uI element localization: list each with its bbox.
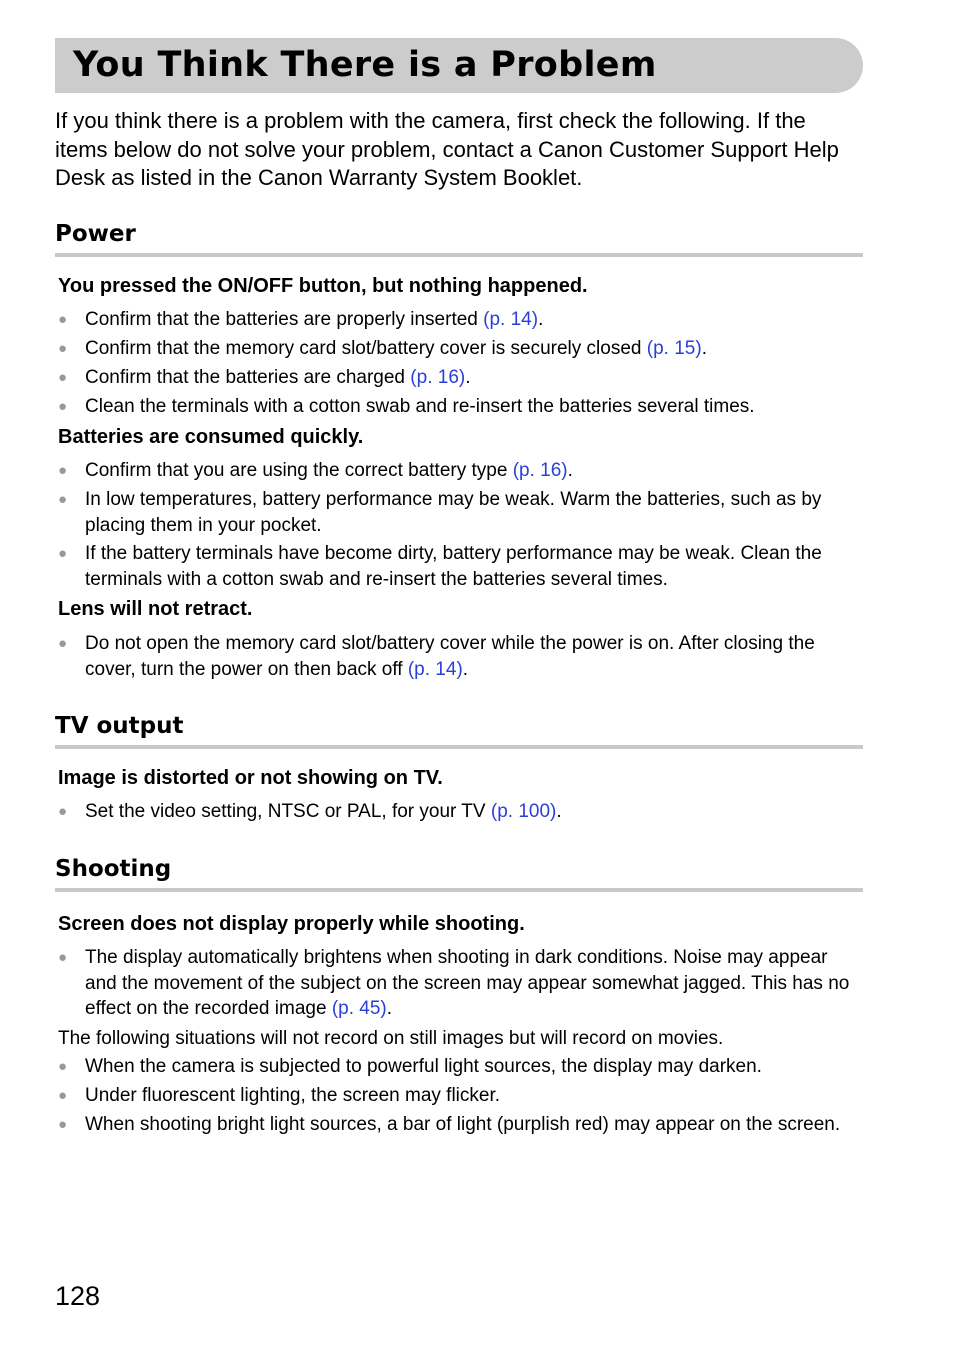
problem-heading: Lens will not retract. (58, 598, 253, 620)
bullet-icon: ● (58, 949, 68, 966)
list-item: ● Clean the terminals with a cotton swab and re-insert the batteries several times. (58, 394, 858, 420)
list-item: ● When the camera is subjected to powerful light sources, the display may darken. (58, 1054, 858, 1080)
problem-heading: Batteries are consumed quickly. (58, 426, 364, 448)
problem-heading: Image is distorted or not showing on TV. (58, 767, 443, 789)
page-title: You Think There is a Problem (73, 45, 657, 85)
list-item: ● Confirm that the batteries are properly inserted (p. 14). (58, 307, 858, 333)
list-item: ● The display automatically brightens when shooting in dark conditions. Noise may appear and the movement of the subject on the screen may appear somewhat jagged. This has no effect on the recorded image (p. 45). (58, 947, 850, 1019)
bullet-icon: ● (58, 369, 68, 386)
bullet-icon: ● (58, 803, 68, 820)
bullet-icon: ● (58, 635, 68, 652)
page-title-bar (55, 38, 863, 93)
section-divider (55, 253, 863, 257)
page-ref-link[interactable]: (p. 100) (490, 801, 557, 822)
list-item: ● If the battery terminals have become dirty, battery performance may be weak. Clean the terminals with a cotton swab and re-insert the batteries several times. (58, 543, 822, 590)
page-ref-link[interactable]: (p. 16) (410, 367, 466, 388)
list-item: ● Under fluorescent lighting, the screen may flicker. (58, 1083, 858, 1109)
intro-paragraph: If you think there is a problem with the camera, first check the following. If the items below do not solve your problem, contact a Canon Customer Support Help Desk as listed in the Canon Warranty System Booklet. (55, 108, 839, 190)
list-item: ● Confirm that you are using the correct battery type (p. 16). (58, 458, 858, 484)
bullet-icon: ● (58, 311, 68, 328)
bullet-icon: ● (58, 1116, 68, 1133)
bullet-icon: ● (58, 398, 68, 415)
bullet-icon: ● (58, 491, 68, 508)
bullet-icon: ● (58, 1087, 68, 1104)
section-divider (55, 888, 863, 892)
page-number: 128 (55, 1281, 101, 1311)
page-ref-link[interactable]: (p. 16) (512, 460, 568, 481)
page-ref-link[interactable]: (p. 14) (407, 658, 463, 680)
section-title-tv-output: TV output (55, 713, 184, 739)
list-item: ● Confirm that the batteries are charged (p. 16). (58, 365, 858, 391)
problem-heading: Screen does not display properly while shooting. (58, 913, 525, 935)
list-item: ● Do not open the memory card slot/battery cover while the power is on. After closing the cover, turn the power on then back off (p. 14). (58, 633, 815, 680)
section-divider (55, 745, 863, 749)
list-item: ● Confirm that the memory card slot/battery cover is securely closed (p. 15). (58, 336, 858, 362)
list-item: ● When shooting bright light sources, a bar of light (purplish red) may appear on the screen. (58, 1112, 858, 1138)
list-item: ● Set the video setting, NTSC or PAL, for your TV (p. 100). (58, 799, 858, 825)
page-ref-link[interactable]: (p. 14) (483, 309, 539, 330)
bullet-icon: ● (58, 462, 68, 479)
page-ref-link[interactable]: (p. 15) (646, 338, 702, 359)
bullet-icon: ● (58, 340, 68, 357)
list-item: ● In low temperatures, battery performance may be weak. Warm the batteries, such as by placing them in your pocket. (58, 489, 822, 536)
page-ref-link[interactable]: (p. 45) (331, 998, 387, 1019)
section-title-power: Power (55, 221, 136, 247)
bullet-icon: ● (58, 1058, 68, 1075)
problem-heading: You pressed the ON/OFF button, but nothing happened. (58, 275, 588, 297)
section-title-shooting: Shooting (55, 856, 172, 882)
situations-note: The following situations will not record on still images but will record on movies. (58, 1028, 724, 1049)
bullet-icon: ● (58, 545, 68, 562)
